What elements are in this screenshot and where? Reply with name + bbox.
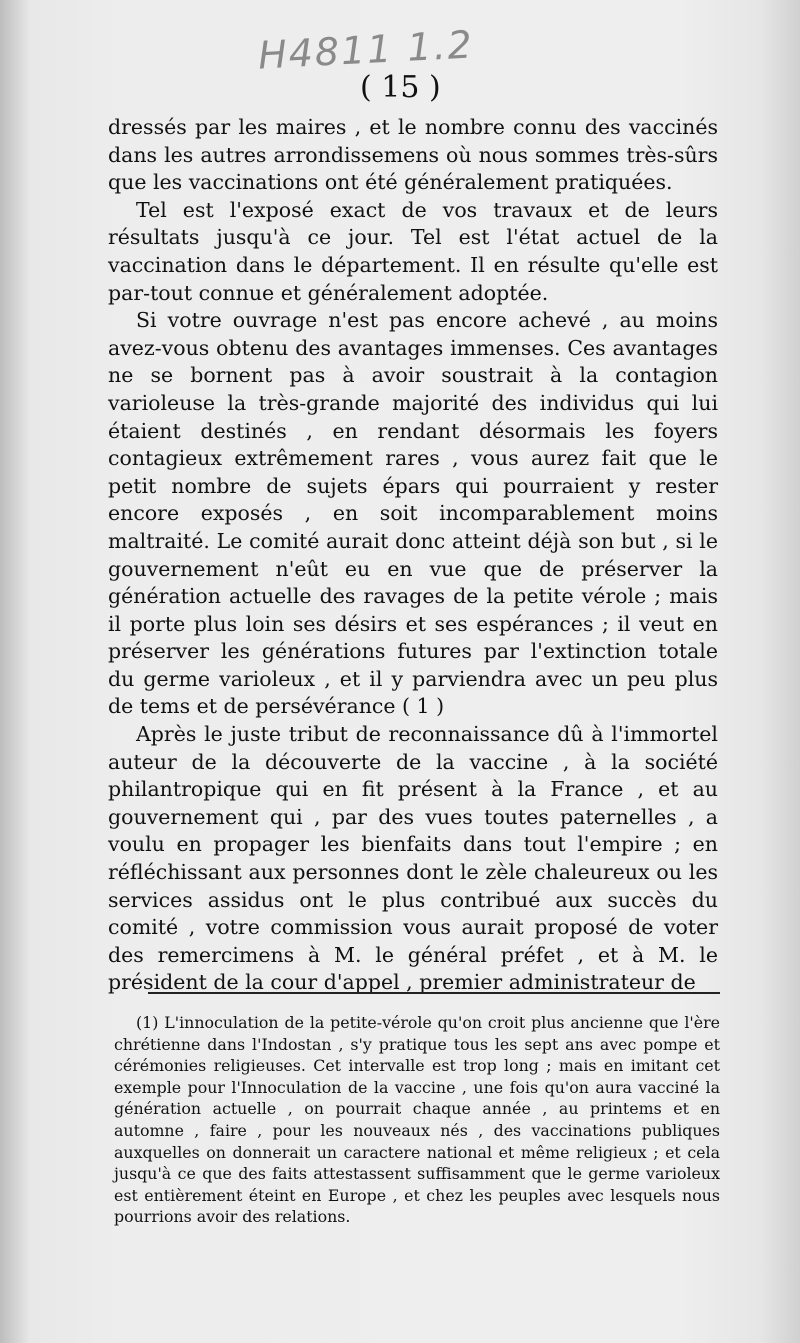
footnote (114, 1012, 720, 1228)
page-number: ( 15 ) (360, 70, 441, 105)
paragraph-1: dressés par les maires , et le nombre connu des vaccinés dans les autres arrondissemens où nous sommes très-sûrs que les vaccinations ont été généralement pratiquées. (108, 115, 718, 195)
footnote-text: (1) L'innoculation de la petite-vérole qu'on croit plus ancienne que l'ère chrétienne dans l'Indostan , s'y pratique tous les sept ans avec pompe et cérémonies religieuses. Cet intervalle est trop long ; mais en imitant cet exemple pour l'Innoculation de la vaccine , une fois qu'on aura vacciné la génération actuelle , on pourrait chaque année , au printems et en automne , faire , pour les nouveaux nés , des vaccinations publiques auxquelles on donnerait un caractere national et même religieux ; et cela jusqu'à ce que des faits attestassent suffisamment que le germe varioleux est entièrement éteint en Europe , et chez les peuples avec lesquels nous pourrions avoir des relations. (114, 1013, 720, 1227)
paragraph-4: Après le juste tribut de reconnaissance dû à l'immortel auteur de la découverte de la vaccine , à la société philantropique qui en fit présent à la France , et au gouvernement qui , par des vues toutes paternelles , a voulu en propager les bienfaits dans tout l'empire ; en réfléchissant aux personnes dont le zèle chaleureux ou les services assidus ont le plus contribué aux succès du comité , votre commission vous aurait proposé de voter des remercimens à M. le général préfet , et à M. le président de la cour d'appel , premier administrateur de (108, 722, 718, 995)
footnote-rule (148, 992, 720, 994)
body-text (108, 114, 718, 997)
paragraph-2: Tel est l'exposé exact de vos travaux et de leurs résultats jusqu'à ce jour. Tel est l'état actuel de la vaccination dans le département. Il en résulte qu'elle est par-tout connue et généralement adoptée. (108, 197, 718, 305)
handwritten-shelfmark: H4811 1.2 (256, 22, 475, 78)
paragraph-3: Si votre ouvrage n'est pas encore achevé , au moins avez-vous obtenu des avantages immenses. Ces avantages ne se bornent pas à avoir soustrait à la contagion varioleuse la très-grande majorité des individus qui lui étaient destinés , en rendant désormais les foyers contagieux extrêmement rares , vous aurez fait que le petit nombre de sujets épars qui pourraient y rester encore exposés , en soit incomparablement moins maltraité. Le comité aurait donc atteint déjà son but , si le gouvernement n'eût eu en vue que de préserver la génération actuelle des ravages de la petite vérole ; mais il porte plus loin ses désirs et ses espérances ; il veut en préserver les générations futures par l'extinction totale du germe varioleux , et il y parviendra avec un peu plus de tems et de persévérance ( 1 ) (108, 308, 718, 719)
